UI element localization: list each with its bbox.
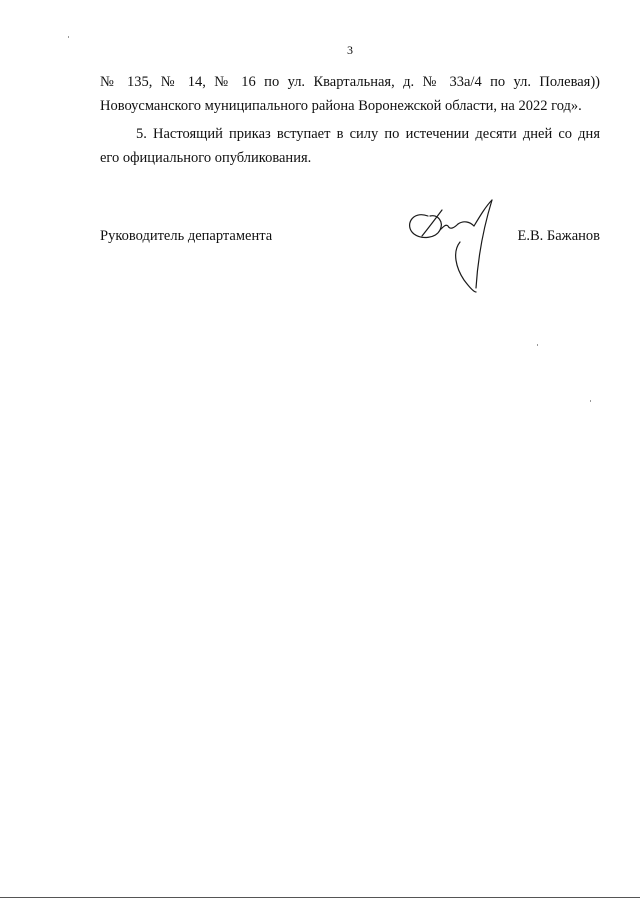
scan-artifact-dot xyxy=(68,36,69,38)
scan-artifact-dot xyxy=(537,344,538,346)
page-number: 3 xyxy=(347,43,353,57)
scan-bottom-edge xyxy=(0,897,640,898)
signer-position: Руководитель департамента xyxy=(100,228,273,244)
signature-block xyxy=(100,228,600,252)
paragraph-5 xyxy=(100,122,600,170)
handwritten-signature xyxy=(400,196,500,296)
paragraph-line: 5. Настоящий приказ вступает в силу по истечении десяти дней со дня xyxy=(136,126,600,142)
paragraph-line: № 135, № 14, № 16 по ул. Квартальная, д. № 33а/4 по ул. Полевая)) xyxy=(100,74,600,90)
signer-name: Е.В. Бажанов xyxy=(517,228,600,244)
scan-artifact-dot xyxy=(590,400,591,402)
paragraph-line: Новоусманского муниципального района Воронежской области, на 2022 год». xyxy=(100,98,582,114)
paragraph-continuation xyxy=(100,70,600,118)
paragraph-line: его официального опубликования. xyxy=(100,150,312,166)
